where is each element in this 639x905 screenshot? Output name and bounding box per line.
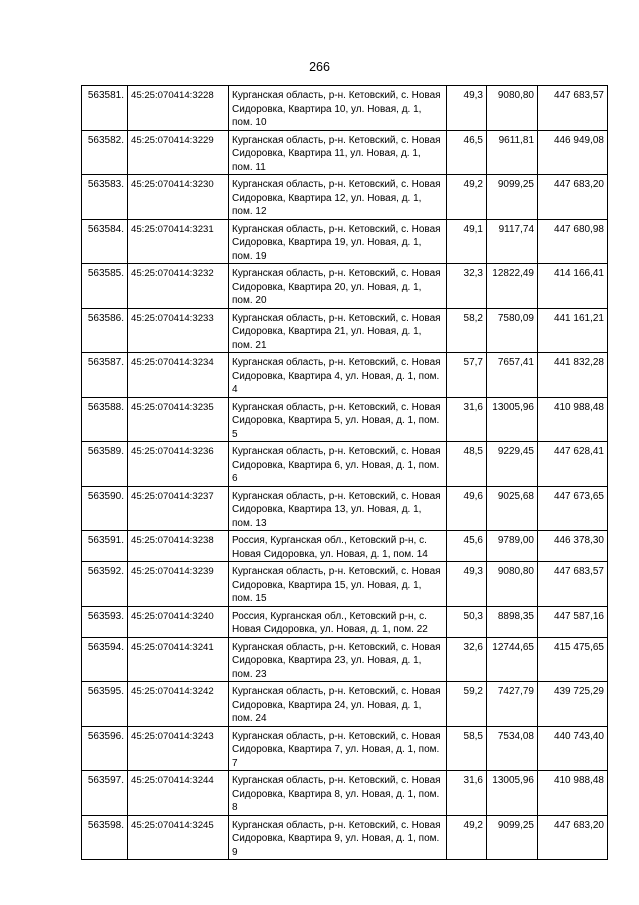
property-area: 32,3 — [447, 264, 487, 309]
property-area: 58,5 — [447, 726, 487, 771]
property-area: 50,3 — [447, 606, 487, 637]
property-address: Курганская область, р-н. Кетовский, с. Новая Сидоровка, Квартира 11, ул. Новая, д. 1, пом. 11 — [229, 130, 447, 175]
table-row — [82, 86, 608, 131]
price-per-unit: 9025,68 — [487, 486, 538, 531]
price-per-unit: 8898,35 — [487, 606, 538, 637]
property-area: 31,6 — [447, 771, 487, 816]
row-number: 563595. — [82, 682, 128, 727]
property-area: 31,6 — [447, 397, 487, 442]
property-registry-table — [81, 85, 608, 860]
cadastral-value: 415 475,65 — [538, 637, 608, 682]
cadastral-value: 447 683,20 — [538, 815, 608, 860]
row-number: 563584. — [82, 219, 128, 264]
price-per-unit: 7534,08 — [487, 726, 538, 771]
table-row — [82, 531, 608, 562]
property-address: Курганская область, р-н. Кетовский, с. Новая Сидоровка, Квартира 6, ул. Новая, д. 1, пом. 6 — [229, 442, 447, 487]
cadastral-number: 45:25:070414:3237 — [128, 486, 229, 531]
property-area: 49,3 — [447, 86, 487, 131]
cadastral-value: 440 743,40 — [538, 726, 608, 771]
price-per-unit: 9117,74 — [487, 219, 538, 264]
cadastral-number: 45:25:070414:3233 — [128, 308, 229, 353]
property-area: 49,1 — [447, 219, 487, 264]
price-per-unit: 9080,80 — [487, 562, 538, 607]
cadastral-value: 441 832,28 — [538, 353, 608, 398]
row-number: 563590. — [82, 486, 128, 531]
table-row — [82, 682, 608, 727]
cadastral-value: 447 673,65 — [538, 486, 608, 531]
row-number: 563591. — [82, 531, 128, 562]
table-row — [82, 486, 608, 531]
property-area: 49,3 — [447, 562, 487, 607]
price-per-unit: 9080,80 — [487, 86, 538, 131]
cadastral-number: 45:25:070414:3231 — [128, 219, 229, 264]
row-number: 563596. — [82, 726, 128, 771]
price-per-unit: 7427,79 — [487, 682, 538, 727]
cadastral-value: 414 166,41 — [538, 264, 608, 309]
row-number: 563592. — [82, 562, 128, 607]
cadastral-value: 447 683,20 — [538, 175, 608, 220]
table-row — [82, 562, 608, 607]
property-address: Курганская область, р-н. Кетовский, с. Новая Сидоровка, Квартира 12, ул. Новая, д. 1, пом. 12 — [229, 175, 447, 220]
cadastral-number: 45:25:070414:3235 — [128, 397, 229, 442]
row-number: 563583. — [82, 175, 128, 220]
table-row — [82, 442, 608, 487]
price-per-unit: 12744,65 — [487, 637, 538, 682]
property-address: Курганская область, р-н. Кетовский, с. Новая Сидоровка, Квартира 23, ул. Новая, д. 1, пом. 23 — [229, 637, 447, 682]
property-address: Курганская область, р-н. Кетовский, с. Новая Сидоровка, Квартира 8, ул. Новая, д. 1, пом. 8 — [229, 771, 447, 816]
property-address: Курганская область, р-н. Кетовский, с. Новая Сидоровка, Квартира 10, ул. Новая, д. 1, пом. 10 — [229, 86, 447, 131]
table-row — [82, 219, 608, 264]
cadastral-number: 45:25:070414:3238 — [128, 531, 229, 562]
property-address: Россия, Курганская обл., Кетовский р-н, с. Новая Сидоровка, ул. Новая, д. 1, пом. 14 — [229, 531, 447, 562]
table-row — [82, 397, 608, 442]
row-number: 563588. — [82, 397, 128, 442]
cadastral-value: 410 988,48 — [538, 397, 608, 442]
price-per-unit: 9099,25 — [487, 175, 538, 220]
cadastral-value: 447 628,41 — [538, 442, 608, 487]
price-per-unit: 9229,45 — [487, 442, 538, 487]
property-area: 46,5 — [447, 130, 487, 175]
price-per-unit: 13005,96 — [487, 397, 538, 442]
cadastral-number: 45:25:070414:3234 — [128, 353, 229, 398]
cadastral-value: 446 949,08 — [538, 130, 608, 175]
table-row — [82, 726, 608, 771]
table-row — [82, 353, 608, 398]
property-area: 49,2 — [447, 815, 487, 860]
row-number: 563586. — [82, 308, 128, 353]
table-row — [82, 175, 608, 220]
property-area: 49,2 — [447, 175, 487, 220]
property-address: Курганская область, р-н. Кетовский, с. Новая Сидоровка, Квартира 7, ул. Новая, д. 1, пом. 7 — [229, 726, 447, 771]
price-per-unit: 7580,09 — [487, 308, 538, 353]
price-per-unit: 7657,41 — [487, 353, 538, 398]
property-address: Курганская область, р-н. Кетовский, с. Новая Сидоровка, Квартира 13, ул. Новая, д. 1, пом. 13 — [229, 486, 447, 531]
table-row — [82, 606, 608, 637]
table-row — [82, 771, 608, 816]
property-address: Курганская область, р-н. Кетовский, с. Новая Сидоровка, Квартира 5, ул. Новая, д. 1, пом. 5 — [229, 397, 447, 442]
cadastral-value: 447 683,57 — [538, 86, 608, 131]
cadastral-number: 45:25:070414:3243 — [128, 726, 229, 771]
property-address: Курганская область, р-н. Кетовский, с. Новая Сидоровка, Квартира 21, ул. Новая, д. 1, пом. 21 — [229, 308, 447, 353]
cadastral-value: 447 683,57 — [538, 562, 608, 607]
price-per-unit: 9789,00 — [487, 531, 538, 562]
row-number: 563594. — [82, 637, 128, 682]
cadastral-value: 447 680,98 — [538, 219, 608, 264]
price-per-unit: 13005,96 — [487, 771, 538, 816]
cadastral-number: 45:25:070414:3245 — [128, 815, 229, 860]
property-address: Курганская область, р-н. Кетовский, с. Новая Сидоровка, Квартира 24, ул. Новая, д. 1, пом. 24 — [229, 682, 447, 727]
property-area: 57,7 — [447, 353, 487, 398]
property-address: Курганская область, р-н. Кетовский, с. Новая Сидоровка, Квартира 19, ул. Новая, д. 1, пом. 19 — [229, 219, 447, 264]
cadastral-number: 45:25:070414:3229 — [128, 130, 229, 175]
table-row — [82, 308, 608, 353]
cadastral-value: 446 378,30 — [538, 531, 608, 562]
property-address: Курганская область, р-н. Кетовский, с. Новая Сидоровка, Квартира 9, ул. Новая, д. 1, пом. 9 — [229, 815, 447, 860]
cadastral-number: 45:25:070414:3230 — [128, 175, 229, 220]
property-address: Курганская область, р-н. Кетовский, с. Новая Сидоровка, Квартира 15, ул. Новая, д. 1, пом. 15 — [229, 562, 447, 607]
property-address: Курганская область, р-н. Кетовский, с. Новая Сидоровка, Квартира 4, ул. Новая, д. 1, пом. 4 — [229, 353, 447, 398]
property-area: 45,6 — [447, 531, 487, 562]
table-row — [82, 815, 608, 860]
cadastral-number: 45:25:070414:3236 — [128, 442, 229, 487]
cadastral-value: 410 988,48 — [538, 771, 608, 816]
cadastral-number: 45:25:070414:3239 — [128, 562, 229, 607]
cadastral-number: 45:25:070414:3240 — [128, 606, 229, 637]
price-per-unit: 12822,49 — [487, 264, 538, 309]
cadastral-number: 45:25:070414:3232 — [128, 264, 229, 309]
cadastral-number: 45:25:070414:3228 — [128, 86, 229, 131]
table-row — [82, 264, 608, 309]
cadastral-number: 45:25:070414:3244 — [128, 771, 229, 816]
cadastral-number: 45:25:070414:3241 — [128, 637, 229, 682]
row-number: 563581. — [82, 86, 128, 131]
page-number: 266 — [309, 60, 330, 74]
price-per-unit: 9099,25 — [487, 815, 538, 860]
cadastral-value: 447 587,16 — [538, 606, 608, 637]
property-area: 58,2 — [447, 308, 487, 353]
row-number: 563598. — [82, 815, 128, 860]
cadastral-value: 439 725,29 — [538, 682, 608, 727]
property-area: 49,6 — [447, 486, 487, 531]
price-per-unit: 9611,81 — [487, 130, 538, 175]
cadastral-value: 441 161,21 — [538, 308, 608, 353]
row-number: 563587. — [82, 353, 128, 398]
row-number: 563589. — [82, 442, 128, 487]
table-row — [82, 637, 608, 682]
property-area: 59,2 — [447, 682, 487, 727]
row-number: 563593. — [82, 606, 128, 637]
row-number: 563585. — [82, 264, 128, 309]
row-number: 563597. — [82, 771, 128, 816]
property-address: Россия, Курганская обл., Кетовский р-н, с. Новая Сидоровка, ул. Новая, д. 1, пом. 22 — [229, 606, 447, 637]
cadastral-number: 45:25:070414:3242 — [128, 682, 229, 727]
row-number: 563582. — [82, 130, 128, 175]
property-address: Курганская область, р-н. Кетовский, с. Новая Сидоровка, Квартира 20, ул. Новая, д. 1, пом. 20 — [229, 264, 447, 309]
property-area: 48,5 — [447, 442, 487, 487]
table-row — [82, 130, 608, 175]
property-area: 32,6 — [447, 637, 487, 682]
